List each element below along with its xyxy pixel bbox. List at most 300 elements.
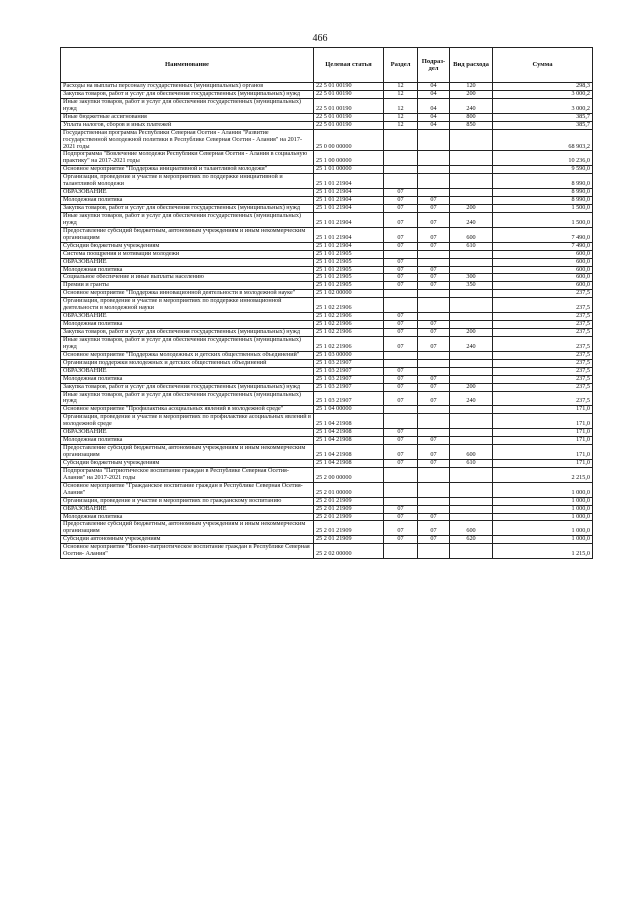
cell-subsection: 07 [418,437,450,445]
cell-name: ОБРАЗОВАНИЕ [61,367,314,375]
cell-section [384,129,418,151]
cell-subsection [418,406,450,414]
cell-subsection [418,467,450,482]
cell-subsection: 07 [418,375,450,383]
header-section: Раздел [384,48,418,83]
cell-name: Иные закупки товаров, работ и услуг для обеспечения государственных (муниципальных) нужд [61,391,314,406]
cell-name: Премии и гранты [61,282,314,290]
cell-section: 12 [384,98,418,113]
cell-code: 25 1 02 21906 [314,313,384,321]
header-sum: Сумма [493,48,593,83]
cell-section: 07 [384,242,418,250]
cell-sum: 237,5 [493,290,593,298]
cell-expense-type: 850 [450,121,493,129]
cell-code: 25 1 01 21904 [314,242,384,250]
cell-section: 07 [384,429,418,437]
cell-subsection: 04 [418,90,450,98]
cell-name: Иные закупки товаров, работ и услуг для обеспечения государственных (муниципальных) нужд [61,336,314,351]
cell-sum: 171,0 [493,459,593,467]
cell-subsection: 07 [418,513,450,521]
cell-expense-type [450,505,493,513]
cell-code: 25 1 04 21908 [314,414,384,429]
cell-subsection: 04 [418,121,450,129]
cell-subsection: 07 [418,521,450,536]
cell-expense-type [450,437,493,445]
cell-code: 22 5 01 00190 [314,121,384,129]
cell-sum: 171,0 [493,437,593,445]
cell-code: 25 1 04 21908 [314,429,384,437]
cell-name: Предоставление субсидий бюджетным, автономным учреждениям и иным некоммерческим организациям [61,227,314,242]
cell-expense-type [450,351,493,359]
cell-expense-type [450,290,493,298]
cell-section: 07 [384,205,418,213]
cell-section: 07 [384,505,418,513]
cell-name: Основное мероприятие "Профилактика асоциальных явлений в молодежной среде" [61,406,314,414]
cell-section: 07 [384,391,418,406]
cell-expense-type [450,250,493,258]
cell-sum: 600,0 [493,282,593,290]
cell-expense-type [450,129,493,151]
cell-subsection [418,505,450,513]
cell-subsection: 07 [418,445,450,460]
cell-code: 25 1 01 21905 [314,282,384,290]
cell-code: 25 1 02 21906 [314,336,384,351]
cell-subsection: 07 [418,383,450,391]
cell-section [384,151,418,166]
cell-code: 22 5 01 00190 [314,98,384,113]
cell-sum: 237,5 [493,329,593,337]
cell-name: Молодежная политика [61,321,314,329]
cell-sum: 1 000,0 [493,513,593,521]
cell-name: Субсидии автономным учреждениям [61,536,314,544]
cell-section: 07 [384,383,418,391]
cell-section [384,482,418,497]
cell-name: Подпрограмма "Патриотическое воспитание граждан в Республике Северная Осетия- Алания" на 2017-2021 годы [61,467,314,482]
cell-subsection: 07 [418,205,450,213]
cell-section [384,497,418,505]
cell-code: 22 5 01 00190 [314,90,384,98]
cell-expense-type [450,359,493,367]
cell-sum: 3 000,2 [493,90,593,98]
table-body [61,83,593,559]
cell-name: Государственная программа Республики Северная Осетия - Алания "Развитие государственной молодежной политики в Республике Северная Осетия - Алания" на 2017-2021 годы [61,129,314,151]
cell-section: 07 [384,521,418,536]
cell-section [384,290,418,298]
cell-sum: 600,0 [493,266,593,274]
cell-name: Молодежная политика [61,437,314,445]
cell-expense-type: 600 [450,227,493,242]
cell-section: 07 [384,336,418,351]
table-row [61,336,593,351]
cell-sum: 600,0 [493,258,593,266]
cell-subsection [418,482,450,497]
cell-name: Иные закупки товаров, работ и услуг для обеспечения государственных (муниципальных) нужд [61,98,314,113]
cell-code: 25 2 01 21909 [314,505,384,513]
cell-name: Основное мероприятие "Поддержка инновационной деятельности в молодежной науке" [61,290,314,298]
cell-section [384,174,418,189]
cell-name: Молодежная политика [61,375,314,383]
cell-code: 25 1 01 21905 [314,266,384,274]
cell-name: Подпрограмма "Вовлечение молодежи Республики Северная Осетия - Алания в социальную практику" на 2017-2021 годы [61,151,314,166]
cell-name: ОБРАЗОВАНИЕ [61,429,314,437]
cell-section: 07 [384,266,418,274]
table-row [61,113,593,121]
cell-sum: 1 000,0 [493,497,593,505]
table-row [61,375,593,383]
table-row [61,467,593,482]
cell-code: 25 2 01 21909 [314,513,384,521]
cell-code: 25 2 00 00000 [314,467,384,482]
table-row [61,414,593,429]
cell-subsection [418,290,450,298]
cell-expense-type [450,151,493,166]
cell-name: Молодежная политика [61,513,314,521]
cell-section: 07 [384,445,418,460]
cell-name: ОБРАЗОВАНИЕ [61,505,314,513]
cell-code: 25 1 01 21904 [314,205,384,213]
cell-sum: 237,5 [493,313,593,321]
cell-subsection: 04 [418,83,450,91]
cell-code: 25 2 01 21909 [314,521,384,536]
table-row [61,544,593,559]
cell-subsection [418,166,450,174]
cell-name: Организация, проведение и участие в мероприятиях по профилактике асоциальных явлений в молодежной среде [61,414,314,429]
cell-name: Иные закупки товаров, работ и услуг для обеспечения государственных (муниципальных) нужд [61,212,314,227]
cell-section: 07 [384,321,418,329]
cell-sum: 171,0 [493,414,593,429]
cell-expense-type: 240 [450,212,493,227]
cell-name: Закупка товаров, работ и услуг для обеспечения государственных (муниципальных) нужд [61,205,314,213]
cell-expense-type: 200 [450,205,493,213]
cell-expense-type: 240 [450,391,493,406]
cell-subsection: 07 [418,391,450,406]
cell-expense-type [450,429,493,437]
cell-section: 12 [384,90,418,98]
cell-section: 07 [384,258,418,266]
cell-sum: 237,5 [493,298,593,313]
cell-subsection: 07 [418,329,450,337]
cell-sum: 385,7 [493,113,593,121]
cell-expense-type [450,482,493,497]
cell-sum: 237,5 [493,375,593,383]
cell-expense-type: 200 [450,90,493,98]
table-row [61,250,593,258]
cell-code: 25 1 01 21904 [314,174,384,189]
cell-subsection: 07 [418,266,450,274]
cell-code: 25 2 01 21909 [314,497,384,505]
table-row [61,258,593,266]
table-row [61,359,593,367]
cell-name: Предоставление субсидий бюджетным, автономным учреждениям и иным некоммерческим организациям [61,521,314,536]
cell-section: 07 [384,227,418,242]
cell-sum: 8 990,0 [493,189,593,197]
cell-sum: 68 903,2 [493,129,593,151]
cell-expense-type: 610 [450,242,493,250]
cell-subsection: 07 [418,459,450,467]
cell-sum: 385,7 [493,121,593,129]
cell-section: 12 [384,121,418,129]
cell-expense-type: 620 [450,536,493,544]
cell-code: 25 1 03 00000 [314,351,384,359]
table-row [61,391,593,406]
cell-code: 25 1 03 21907 [314,391,384,406]
cell-sum: 1 500,0 [493,212,593,227]
table-row [61,121,593,129]
cell-code: 25 1 01 21904 [314,212,384,227]
cell-section: 07 [384,367,418,375]
cell-code: 25 1 02 00000 [314,290,384,298]
cell-code: 22 5 01 00190 [314,113,384,121]
cell-name: ОБРАЗОВАНИЕ [61,189,314,197]
cell-subsection: 07 [418,274,450,282]
cell-name: ОБРАЗОВАНИЕ [61,258,314,266]
cell-code: 25 2 02 00000 [314,544,384,559]
table-row [61,242,593,250]
cell-name: Основное мероприятие "Поддержка инициативной и талантливой молодежи" [61,166,314,174]
cell-subsection: 04 [418,98,450,113]
cell-name: Организация, проведение и участие в мероприятиях по гражданскому воспитанию [61,497,314,505]
cell-code: 25 1 01 21905 [314,250,384,258]
cell-sum: 237,5 [493,336,593,351]
cell-name: Социальное обеспечение и иные выплаты населению [61,274,314,282]
cell-subsection [418,258,450,266]
cell-name: ОБРАЗОВАНИЕ [61,313,314,321]
cell-name: Система поощрения и мотивации молодежи [61,250,314,258]
cell-code: 25 2 01 21909 [314,536,384,544]
cell-name: Организация поддержки молодежных и детских общественных объединений [61,359,314,367]
table-row [61,482,593,497]
cell-sum: 7 490,0 [493,227,593,242]
cell-code: 25 1 01 21905 [314,258,384,266]
cell-section: 07 [384,437,418,445]
cell-sum: 1 500,0 [493,205,593,213]
cell-name: Закупка товаров, работ и услуг для обеспечения государственных (муниципальных) нужд [61,383,314,391]
cell-expense-type: 200 [450,383,493,391]
cell-section [384,359,418,367]
cell-section [384,406,418,414]
cell-subsection: 07 [418,336,450,351]
cell-name: Субсидии бюджетным учреждениям [61,459,314,467]
cell-section [384,298,418,313]
cell-expense-type [450,544,493,559]
cell-subsection: 07 [418,227,450,242]
cell-section: 07 [384,459,418,467]
cell-expense-type [450,513,493,521]
cell-code: 25 1 04 21908 [314,459,384,467]
cell-code: 25 1 00 00000 [314,151,384,166]
cell-subsection [418,129,450,151]
cell-sum: 8 990,0 [493,174,593,189]
cell-section: 07 [384,212,418,227]
cell-subsection: 07 [418,321,450,329]
cell-sum: 600,0 [493,274,593,282]
cell-section: 12 [384,113,418,121]
cell-expense-type [450,298,493,313]
cell-sum: 1 000,0 [493,521,593,536]
cell-name: Субсидии бюджетным учреждениям [61,242,314,250]
cell-code: 25 1 01 21904 [314,227,384,242]
header-subsection: Подраз-дел [418,48,450,83]
table-row [61,227,593,242]
cell-sum: 237,5 [493,383,593,391]
cell-code: 25 1 04 21908 [314,445,384,460]
table-row [61,298,593,313]
cell-expense-type [450,174,493,189]
cell-subsection [418,367,450,375]
cell-sum: 1 215,0 [493,544,593,559]
cell-code: 25 0 00 00000 [314,129,384,151]
cell-sum: 8 990,0 [493,197,593,205]
cell-expense-type [450,258,493,266]
cell-expense-type [450,497,493,505]
cell-expense-type [450,367,493,375]
cell-expense-type: 600 [450,521,493,536]
cell-sum: 298,3 [493,83,593,91]
cell-section [384,544,418,559]
cell-code: 25 1 03 21907 [314,367,384,375]
cell-name: Молодежная политика [61,197,314,205]
cell-code: 25 1 04 21908 [314,437,384,445]
cell-sum: 171,0 [493,406,593,414]
cell-subsection [418,174,450,189]
table-row [61,367,593,375]
cell-expense-type: 240 [450,98,493,113]
cell-expense-type [450,313,493,321]
cell-sum: 1 000,0 [493,505,593,513]
cell-expense-type: 300 [450,274,493,282]
cell-code: 25 1 01 21904 [314,197,384,205]
cell-code: 25 1 04 00000 [314,406,384,414]
cell-code: 25 1 02 21906 [314,298,384,313]
cell-subsection: 07 [418,242,450,250]
cell-sum: 7 490,0 [493,242,593,250]
cell-subsection: 07 [418,212,450,227]
cell-name: Организация, проведение и участие в мероприятиях по поддержке инициативной и талантливой молодежи [61,174,314,189]
cell-name: Закупка товаров, работ и услуг для обеспечения государственных (муниципальных) нужд [61,90,314,98]
cell-section [384,250,418,258]
cell-sum: 9 590,0 [493,166,593,174]
cell-expense-type [450,189,493,197]
table-row [61,505,593,513]
cell-subsection [418,151,450,166]
cell-sum: 1 000,0 [493,482,593,497]
cell-section: 07 [384,329,418,337]
cell-sum: 237,5 [493,351,593,359]
cell-section: 07 [384,375,418,383]
cell-name: Уплата налогов, сборов и иных платежей [61,121,314,129]
cell-sum: 237,5 [493,391,593,406]
header-expense-type: Вид расхода [450,48,493,83]
cell-name: Предоставление субсидий бюджетным, автономным учреждениям и иным некоммерческим организациям [61,445,314,460]
cell-expense-type [450,166,493,174]
table-row [61,98,593,113]
cell-subsection: 07 [418,536,450,544]
header-code: Целевая статья [314,48,384,83]
cell-sum: 600,0 [493,250,593,258]
cell-subsection [418,544,450,559]
budget-table [60,47,593,559]
cell-code: 25 1 03 21907 [314,375,384,383]
cell-sum: 1 000,0 [493,536,593,544]
cell-section [384,351,418,359]
cell-section [384,166,418,174]
cell-sum: 171,0 [493,445,593,460]
cell-subsection: 04 [418,113,450,121]
cell-code: 25 1 02 21906 [314,329,384,337]
header-name: Наименование [61,48,314,83]
cell-code: 25 1 03 21907 [314,359,384,367]
cell-subsection: 07 [418,282,450,290]
cell-name: Иные бюджетные ассигнования [61,113,314,121]
cell-code: 25 1 01 21904 [314,189,384,197]
cell-name: Основное мероприятие "Поддержка молодежных и детских общественных объединений" [61,351,314,359]
cell-expense-type: 200 [450,329,493,337]
table-header-row [61,48,593,83]
cell-code: 22 5 01 00190 [314,83,384,91]
cell-subsection [418,351,450,359]
cell-section [384,467,418,482]
cell-sum: 237,5 [493,367,593,375]
cell-code: 25 1 02 21906 [314,321,384,329]
cell-expense-type: 610 [450,459,493,467]
cell-section: 07 [384,313,418,321]
table-row [61,497,593,505]
page-number: 466 [312,33,328,44]
cell-name: Закупка товаров, работ и услуг для обеспечения государственных (муниципальных) нужд [61,329,314,337]
cell-name: Организация, проведение и участие в мероприятиях по поддержке инновационной деятельности в молодежной науки [61,298,314,313]
cell-code: 25 1 01 21905 [314,274,384,282]
cell-expense-type [450,414,493,429]
cell-name: Основное мероприятие "Военно-патриотическое воспитание граждан в Республике Северная Осетия- Алания" [61,544,314,559]
cell-name: Основное мероприятие "Гражданское воспитание граждан в Республике Северная Осетия- Алания" [61,482,314,497]
cell-subsection [418,250,450,258]
cell-subsection [418,497,450,505]
cell-sum: 237,5 [493,321,593,329]
cell-expense-type [450,467,493,482]
cell-sum: 10 236,0 [493,151,593,166]
cell-section: 07 [384,536,418,544]
cell-name: Расходы на выплаты персоналу государственных (муниципальных) органов [61,83,314,91]
cell-expense-type: 600 [450,445,493,460]
cell-expense-type: 240 [450,336,493,351]
table-row [61,445,593,460]
cell-sum: 171,0 [493,429,593,437]
cell-expense-type [450,375,493,383]
cell-sum: 237,5 [493,359,593,367]
cell-section: 07 [384,274,418,282]
cell-section [384,414,418,429]
cell-subsection [418,298,450,313]
cell-expense-type: 120 [450,83,493,91]
cell-name: Молодежная политика [61,266,314,274]
cell-code: 25 2 01 00000 [314,482,384,497]
cell-expense-type: 800 [450,113,493,121]
table-row [61,212,593,227]
cell-expense-type [450,406,493,414]
table-row [61,151,593,166]
cell-code: 25 1 01 00000 [314,166,384,174]
cell-subsection [418,414,450,429]
table-row [61,383,593,391]
cell-section: 12 [384,83,418,91]
table-row [61,521,593,536]
cell-section: 07 [384,189,418,197]
cell-sum: 3 000,2 [493,98,593,113]
cell-section: 07 [384,282,418,290]
cell-section: 07 [384,513,418,521]
cell-sum: 2 215,0 [493,467,593,482]
table-row [61,174,593,189]
